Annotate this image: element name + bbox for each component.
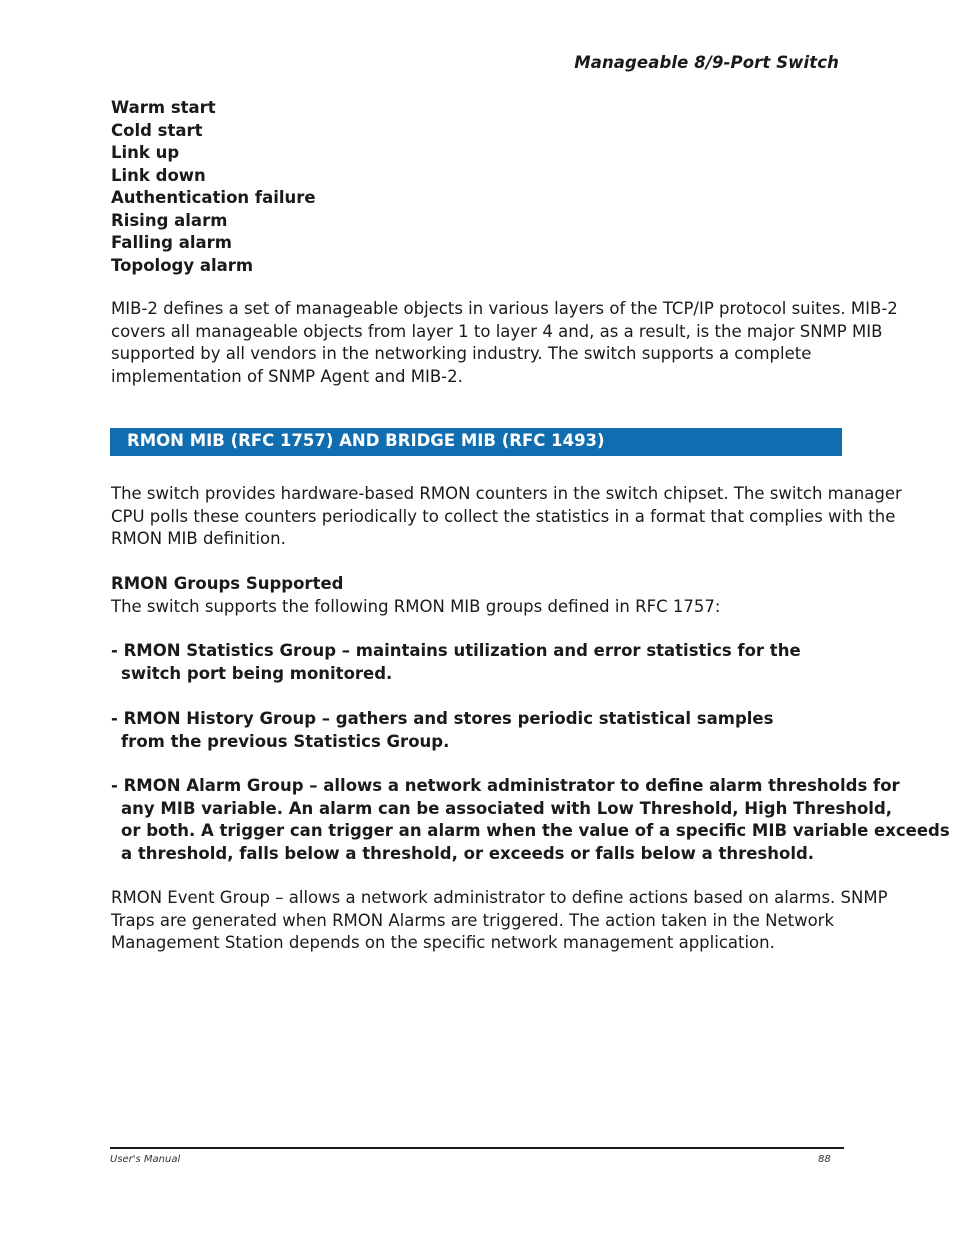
- trap-item-falling-alarm: Falling alarm: [111, 233, 232, 252]
- trap-item-rising-alarm: Rising alarm: [111, 210, 228, 230]
- trap-item-link-up: Link up: [111, 143, 180, 162]
- bullet-line: any MIB variable. An alarm can be associated with Low Threshold, High Threshold,: [121, 798, 893, 818]
- rmon-groups-intro: The switch supports the following RMON MIB groups defined in RFC 1757:: [111, 596, 721, 616]
- rmon-intro-paragraph: [111, 483, 902, 551]
- bullet-statistics-group: [111, 640, 801, 685]
- paragraph-line: RMON MIB definition.: [111, 529, 286, 548]
- bullet-history-group: [111, 708, 773, 753]
- paragraph-line: supported by all vendors in the networking industry. The switch supports a complete: [111, 344, 812, 363]
- paragraph-line: implementation of SNMP Agent and MIB-2.: [111, 366, 463, 386]
- rmon-groups-heading: RMON Groups Supported: [111, 574, 344, 593]
- mib2-paragraph: [111, 298, 898, 388]
- trap-item-cold-start: Cold start: [111, 120, 203, 140]
- bullet-line: a threshold, falls below a threshold, or exceeds or falls below a threshold.: [121, 843, 815, 863]
- footer-divider: [110, 1147, 844, 1149]
- rmon-groups-block: [111, 573, 720, 618]
- trap-item-link-down: Link down: [111, 165, 206, 185]
- paragraph-line: RMON Event Group – allows a network administrator to define actions based on alarms. SNMP: [111, 888, 888, 907]
- paragraph-line: The switch provides hardware-based RMON counters in the switch chipset. The switch manager: [111, 484, 902, 503]
- bullet-line: from the previous Statistics Group.: [121, 731, 450, 751]
- header-title: Manageable 8/9-Port Switch: [574, 53, 839, 72]
- paragraph-line: Traps are generated when RMON Alarms are triggered. The action taken in the Network: [111, 910, 835, 930]
- trap-item-topology-alarm: Topology alarm: [111, 255, 254, 275]
- footer-manual-label: User's Manual: [110, 1154, 181, 1165]
- trap-list: [111, 97, 316, 277]
- bullet-line: or both. A trigger can trigger an alarm when the value of a specific MIB variable exceeds: [121, 821, 950, 840]
- trap-item-warm-start: Warm start: [111, 98, 216, 117]
- bullet-line: - RMON Alarm Group – allows a network administrator to define alarm thresholds for: [111, 776, 900, 795]
- bullet-line: - RMON Statistics Group – maintains utilization and error statistics for the: [111, 641, 801, 660]
- footer-page-number: 88: [818, 1154, 831, 1165]
- paragraph-line: covers all manageable objects from layer 1 to layer 4 and, as a result, is the major SNMP MIB: [111, 321, 883, 341]
- paragraph-line: Management Station depends on the specific network management application.: [111, 933, 775, 952]
- paragraph-line: MIB-2 defines a set of manageable objects in various layers of the TCP/IP protocol suites. MIB-2: [111, 299, 898, 318]
- section-heading-bar: [110, 428, 842, 456]
- section-heading: RMON MIB (RFC 1757) AND BRIDGE MIB (RFC 1493): [127, 431, 605, 450]
- paragraph-line: CPU polls these counters periodically to collect the statistics in a format that complies with the: [111, 506, 896, 526]
- trap-item-authentication-failure: Authentication failure: [111, 188, 316, 207]
- bullet-line: switch port being monitored.: [121, 663, 393, 683]
- event-group-paragraph: [111, 887, 888, 955]
- bullet-line: - RMON History Group – gathers and stores periodic statistical samples: [111, 709, 774, 728]
- bullet-alarm-group: [111, 775, 950, 865]
